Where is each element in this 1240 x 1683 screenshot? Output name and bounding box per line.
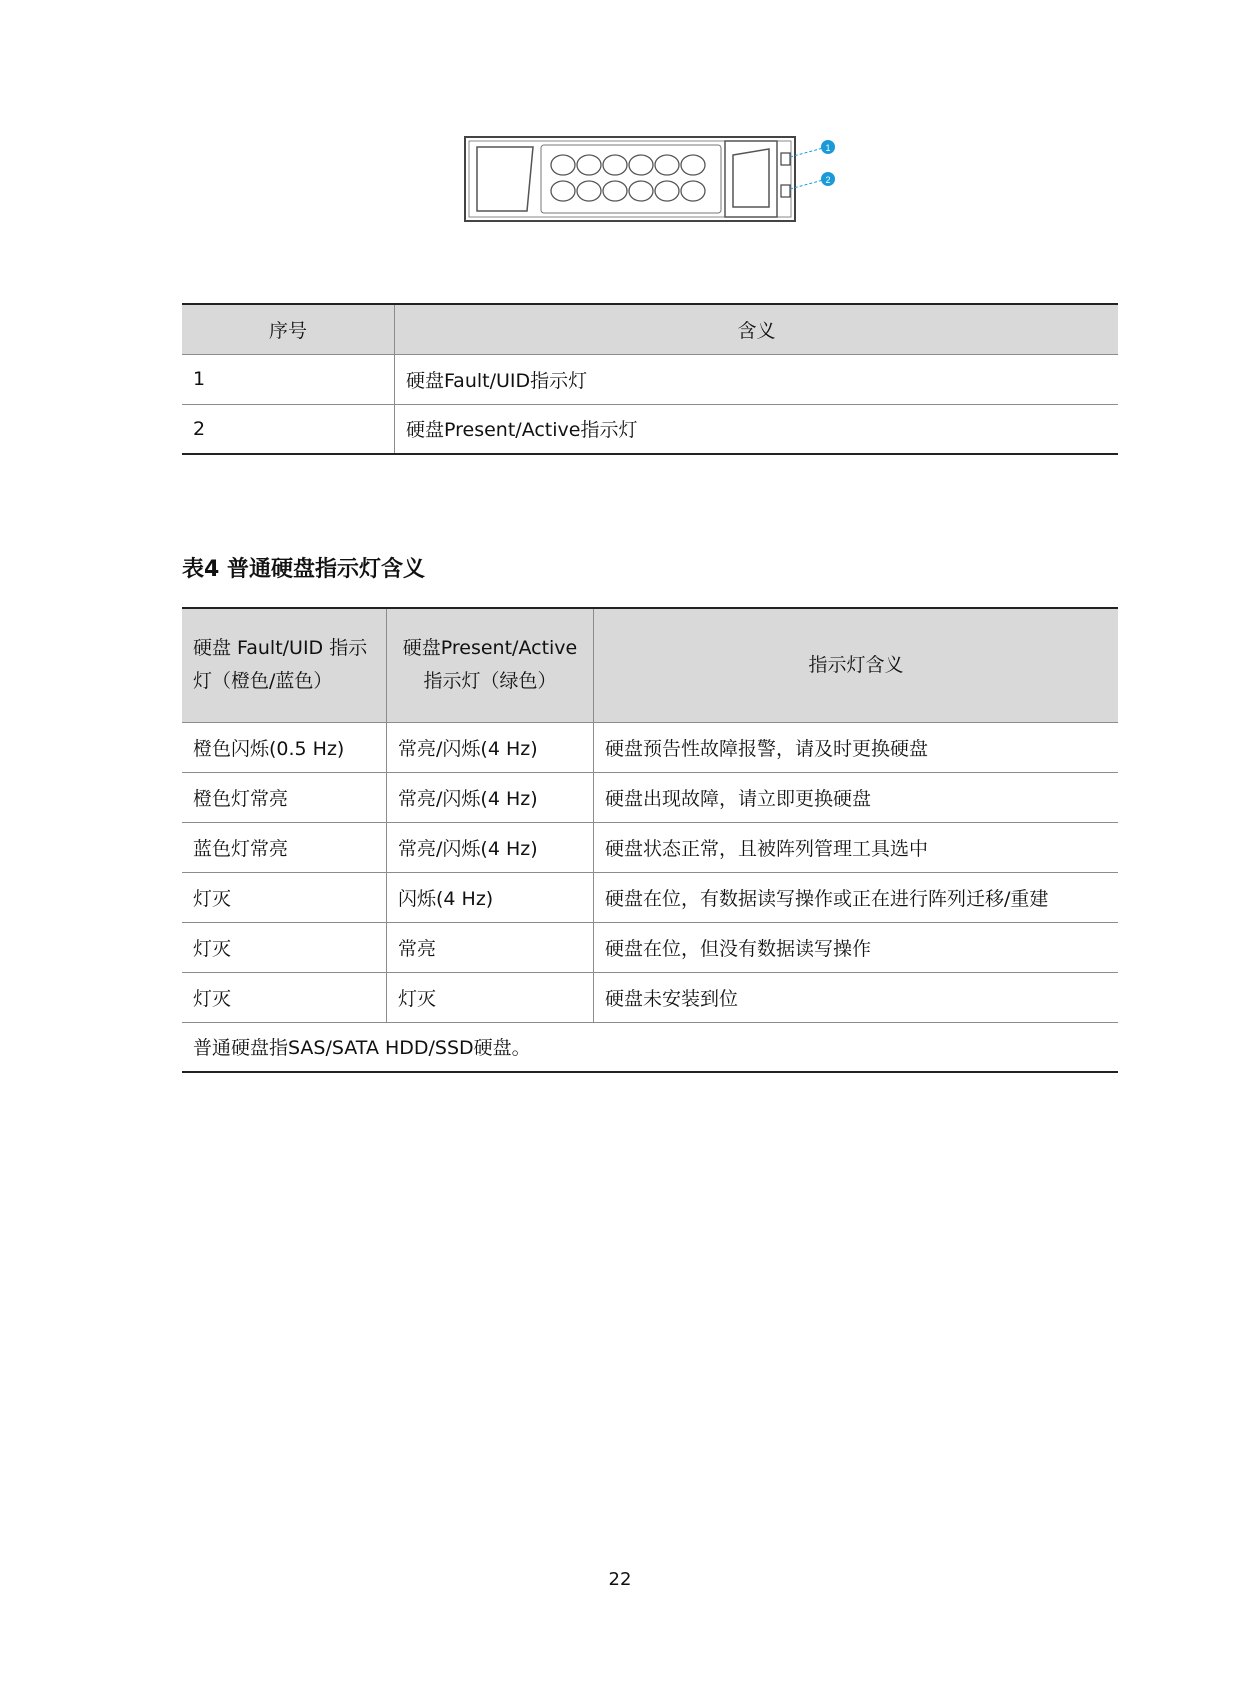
table-cell: 蓝色灯常亮: [182, 822, 387, 872]
table-caption: 表4 普通硬盘指示灯含义: [182, 557, 425, 582]
callout-1-label: 1: [825, 143, 831, 153]
table-cell: 1: [182, 354, 395, 404]
table-cell: 灯灭: [387, 972, 594, 1022]
table-note-row: [182, 1022, 1118, 1072]
table-cell: 硬盘出现故障，请立即更换硬盘: [594, 772, 1119, 822]
table-cell: 橙色闪烁(0.5 Hz): [182, 722, 387, 772]
table-cell: 橙色灯常亮: [182, 772, 387, 822]
column-header: 指示灯含义: [594, 608, 1119, 722]
table-cell: 常亮/闪烁(4 Hz): [387, 722, 594, 772]
fault-uid-led: [781, 153, 790, 165]
column-header: 含义: [395, 304, 1119, 354]
column-header: 序号: [182, 304, 395, 354]
column-header: 硬盘 Fault/UID 指示灯（橙色/蓝色）: [182, 608, 387, 722]
page-number: 22: [608, 1569, 632, 1590]
table-note: 普通硬盘指SAS/SATA HDD/SSD硬盘。: [182, 1022, 1118, 1072]
table-header-row: [182, 304, 1118, 354]
column-header: 硬盘Present/Active 指示灯（绿色）: [387, 608, 594, 722]
table-row: [182, 872, 1118, 922]
table-cell: 硬盘未安装到位: [594, 972, 1119, 1022]
table-row: [182, 404, 1118, 454]
table-cell: 2: [182, 404, 395, 454]
present-active-led: [781, 185, 790, 197]
table-cell: 硬盘在位，但没有数据读写操作: [594, 922, 1119, 972]
table-cell: 硬盘状态正常，且被阵列管理工具选中: [594, 822, 1119, 872]
table-cell: 硬盘Present/Active指示灯: [395, 404, 1119, 454]
callout-2-label: 2: [825, 175, 831, 185]
table-cell: 灯灭: [182, 922, 387, 972]
table-cell: 闪烁(4 Hz): [387, 872, 594, 922]
table-header-row: [182, 608, 1118, 722]
callout-legend-table: [182, 303, 1118, 455]
table-cell: 硬盘Fault/UID指示灯: [395, 354, 1119, 404]
table-cell: 常亮/闪烁(4 Hz): [387, 822, 594, 872]
table-cell: 常亮/闪烁(4 Hz): [387, 772, 594, 822]
drive-tray-figure: [463, 133, 843, 225]
table-row: [182, 822, 1118, 872]
table-row: [182, 722, 1118, 772]
table-cell: 硬盘预告性故障报警，请及时更换硬盘: [594, 722, 1119, 772]
table-row: [182, 354, 1118, 404]
table-cell: 常亮: [387, 922, 594, 972]
table-cell: 灯灭: [182, 972, 387, 1022]
led-meaning-table: [182, 607, 1118, 1073]
table-row: [182, 772, 1118, 822]
table-cell: 灯灭: [182, 872, 387, 922]
table-row: [182, 922, 1118, 972]
table-cell: 硬盘在位，有数据读写操作或正在进行阵列迁移/重建: [594, 872, 1119, 922]
table-row: [182, 972, 1118, 1022]
